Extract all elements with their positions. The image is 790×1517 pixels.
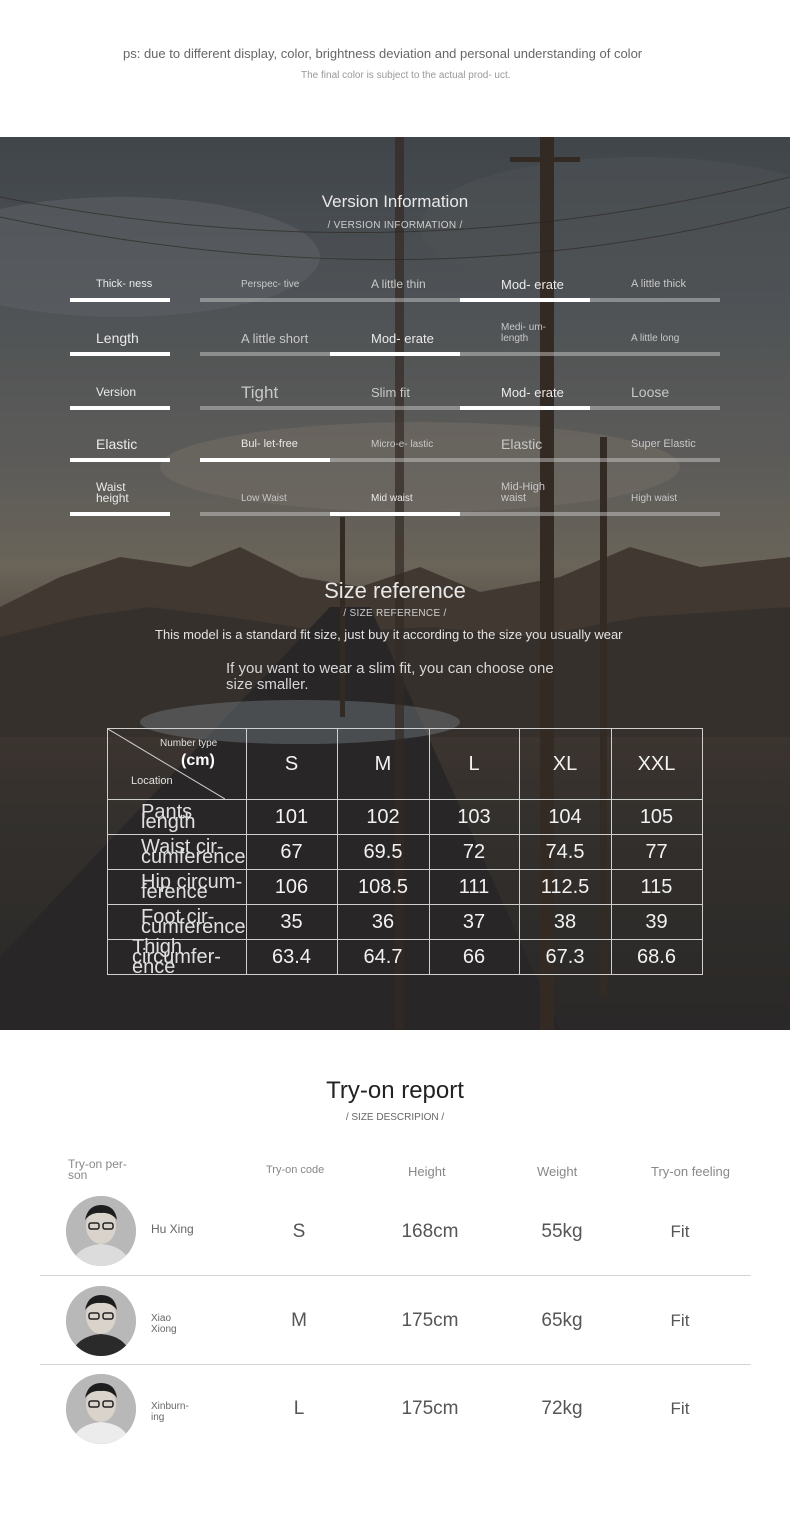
size-cell: 72 — [429, 835, 519, 870]
avatar — [66, 1286, 136, 1356]
version-option-bar — [200, 458, 330, 462]
version-option — [590, 256, 720, 302]
size-table — [107, 728, 703, 978]
version-option-bar — [590, 512, 720, 516]
size-row-foot — [108, 905, 703, 940]
version-option-bar — [460, 352, 590, 356]
version-option-text: A little thick — [631, 278, 687, 290]
version-option-bar — [330, 352, 460, 356]
size-cell: 37 — [429, 905, 519, 940]
version-row — [0, 364, 790, 410]
version-option — [460, 470, 590, 516]
version-row-label — [70, 416, 170, 462]
version-label-bar — [70, 406, 170, 410]
size-cell: 105 — [611, 800, 702, 835]
version-option — [460, 416, 590, 462]
version-option — [460, 310, 590, 356]
version-label-text: Elastic — [96, 436, 138, 452]
size-row-label: Hip circum- ference — [108, 870, 247, 905]
tryon-subtitle: / SIZE DESCRIPION / — [345, 1112, 445, 1123]
size-header-xxl: XXL — [611, 729, 702, 800]
size-cell: 101 — [246, 800, 337, 835]
version-option — [200, 310, 330, 356]
version-row-label — [70, 310, 170, 356]
size-cell: 68.6 — [611, 940, 702, 975]
version-option — [330, 364, 460, 410]
version-label-text: Waist height — [96, 480, 129, 505]
version-label-text: Thick- ness — [96, 278, 153, 290]
version-option-selected — [460, 364, 590, 410]
version-option-bar — [590, 352, 720, 356]
size-row-hip — [108, 870, 703, 905]
size-row-label: Pants length — [108, 800, 247, 835]
tryon-person-name: Hu Xing — [151, 1222, 194, 1236]
version-option-text: Bul- let-free — [241, 438, 298, 450]
version-option — [200, 364, 330, 410]
avatar — [66, 1196, 136, 1266]
version-subtitle: / VERSION INFORMATION / — [327, 220, 463, 231]
version-option-text: A little short — [241, 331, 309, 346]
version-option-bar — [460, 406, 590, 410]
version-option-text: Medi- um-length — [501, 322, 547, 344]
size-cell: 77 — [611, 835, 702, 870]
version-row — [0, 416, 790, 462]
size-header-xl: XL — [519, 729, 611, 800]
version-label-text: Version — [96, 385, 137, 399]
version-option-selected — [460, 256, 590, 302]
tryon-code: S — [292, 1221, 306, 1242]
size-cell: 112.5 — [519, 870, 611, 905]
size-row-thigh — [108, 940, 703, 975]
version-option-text: Mod- erate — [501, 277, 564, 292]
size-cell: 67.3 — [519, 940, 611, 975]
tryon-person-name: Xiao Xiong — [151, 1313, 177, 1335]
version-option-selected — [330, 310, 460, 356]
size-cell: 36 — [337, 905, 429, 940]
version-label-bar — [70, 352, 170, 356]
version-option-selected — [330, 470, 460, 516]
row-divider — [40, 1364, 751, 1365]
size-cell: 106 — [246, 870, 337, 905]
size-cell: 35 — [246, 905, 337, 940]
color-disclaimer: ps: due to different display, color, brightness deviation and personal understanding of color — [123, 46, 643, 61]
size-description: This model is a standard fit size, just buy it according to the size you usually wear — [155, 627, 623, 642]
tryon-person-name: Xinburn- ing — [151, 1401, 189, 1423]
version-option-bar — [460, 298, 590, 302]
version-option-bar — [590, 298, 720, 302]
version-option-text: Elastic — [501, 436, 543, 452]
tryon-height: 175cm — [401, 1398, 459, 1419]
size-cell: 63.4 — [246, 940, 337, 975]
header-code: Try-on code — [266, 1164, 325, 1176]
row-divider — [40, 1275, 751, 1276]
header-person: Try-on per- son — [68, 1157, 127, 1182]
version-row-label — [70, 256, 170, 302]
tryon-weight: 65kg — [541, 1310, 583, 1331]
size-cell: 66 — [429, 940, 519, 975]
version-option-text: Perspec- tive — [241, 279, 300, 290]
header-height: Height — [408, 1164, 446, 1179]
tryon-row — [0, 1365, 790, 1453]
version-label-text: Length — [96, 330, 139, 346]
size-subtitle: / SIZE REFERENCE / — [343, 608, 447, 619]
size-cell: 102 — [337, 800, 429, 835]
header-feeling: Try-on feeling — [651, 1164, 730, 1179]
version-option-bar — [200, 352, 330, 356]
version-row-label — [70, 470, 170, 516]
version-option-bar — [330, 406, 460, 410]
tryon-feeling: Fit — [670, 1399, 690, 1418]
version-label-bar — [70, 512, 170, 516]
tryon-row — [0, 1187, 790, 1275]
version-row — [0, 256, 790, 302]
size-row-label: Waist cir- cumference — [108, 835, 247, 870]
version-option — [590, 364, 720, 410]
size-cell: 115 — [611, 870, 702, 905]
version-option — [330, 256, 460, 302]
version-row — [0, 470, 790, 516]
size-header-m: M — [337, 729, 429, 800]
version-option — [590, 416, 720, 462]
tryon-row — [0, 1277, 790, 1365]
version-row-label — [70, 364, 170, 410]
tryon-height: 168cm — [401, 1221, 459, 1242]
tryon-feeling: Fit — [670, 1311, 690, 1330]
version-option-text: Mid waist — [371, 493, 413, 504]
version-option-selected — [200, 416, 330, 462]
version-option-text: Tight — [241, 383, 279, 402]
version-option-text: A little thin — [371, 277, 426, 291]
size-cell: 108.5 — [337, 870, 429, 905]
version-option-text: Loose — [631, 384, 670, 400]
size-header-s: S — [246, 729, 337, 800]
version-option-text: Mod- erate — [371, 331, 434, 346]
version-option-text: Micro-e- lastic — [371, 439, 434, 450]
version-option-bar — [200, 512, 330, 516]
version-label-bar — [70, 298, 170, 302]
tryon-title: Try-on report — [326, 1077, 464, 1104]
unit-label: (cm) — [181, 752, 215, 769]
size-table-corner — [108, 729, 247, 800]
version-option-text: High waist — [631, 493, 678, 504]
version-option-text: Super Elastic — [631, 438, 696, 450]
version-option-text: Mod- erate — [501, 385, 564, 400]
tryon-feeling: Fit — [670, 1222, 690, 1241]
version-option-bar — [330, 512, 460, 516]
avatar — [66, 1374, 136, 1444]
version-option-bar — [330, 298, 460, 302]
version-option-bar — [590, 458, 720, 462]
version-row — [0, 310, 790, 356]
tryon-code: L — [293, 1398, 305, 1419]
version-option — [200, 470, 330, 516]
version-option-text: Slim fit — [371, 385, 410, 400]
version-option-bar — [330, 458, 460, 462]
header-weight: Weight — [537, 1164, 578, 1179]
location-label: Location — [131, 775, 173, 787]
size-row-label: Foot cir- cumference — [108, 905, 247, 940]
version-option-bar — [460, 458, 590, 462]
version-option-bar — [200, 298, 330, 302]
size-cell: 104 — [519, 800, 611, 835]
size-header-l: L — [429, 729, 519, 800]
size-row-label: Thigh circumfer- ence — [108, 940, 247, 975]
size-title: Size reference — [324, 578, 466, 603]
size-row-pants-length — [108, 800, 703, 835]
tryon-weight: 55kg — [541, 1221, 583, 1242]
color-disclaimer-sub: The final color is subject to the actual prod- uct. — [301, 70, 511, 81]
version-option — [330, 416, 460, 462]
version-option-bar — [200, 406, 330, 410]
size-cell: 38 — [519, 905, 611, 940]
version-option-bar — [460, 512, 590, 516]
version-option — [590, 310, 720, 356]
number-type-label: Number type — [160, 738, 218, 749]
size-cell: 74.5 — [519, 835, 611, 870]
size-cell: 67 — [246, 835, 337, 870]
tryon-height: 175cm — [401, 1310, 459, 1331]
tryon-code: M — [291, 1310, 307, 1331]
size-cell: 39 — [611, 905, 702, 940]
size-cell: 103 — [429, 800, 519, 835]
size-cell: 69.5 — [337, 835, 429, 870]
tryon-weight: 72kg — [541, 1398, 583, 1419]
version-title: Version Information — [321, 192, 469, 211]
version-option-bar — [590, 406, 720, 410]
size-cell: 111 — [429, 870, 519, 905]
version-option — [200, 256, 330, 302]
size-cell: 64.7 — [337, 940, 429, 975]
version-option-text: Mid-High waist — [501, 481, 546, 504]
version-option-text: A little long — [631, 333, 680, 344]
size-row-waist — [108, 835, 703, 870]
version-option — [590, 470, 720, 516]
version-label-bar — [70, 458, 170, 462]
version-option-text: Low Waist — [241, 493, 287, 504]
size-slim-tip: If you want to wear a slim fit, you can choose one size smaller. — [226, 660, 554, 693]
